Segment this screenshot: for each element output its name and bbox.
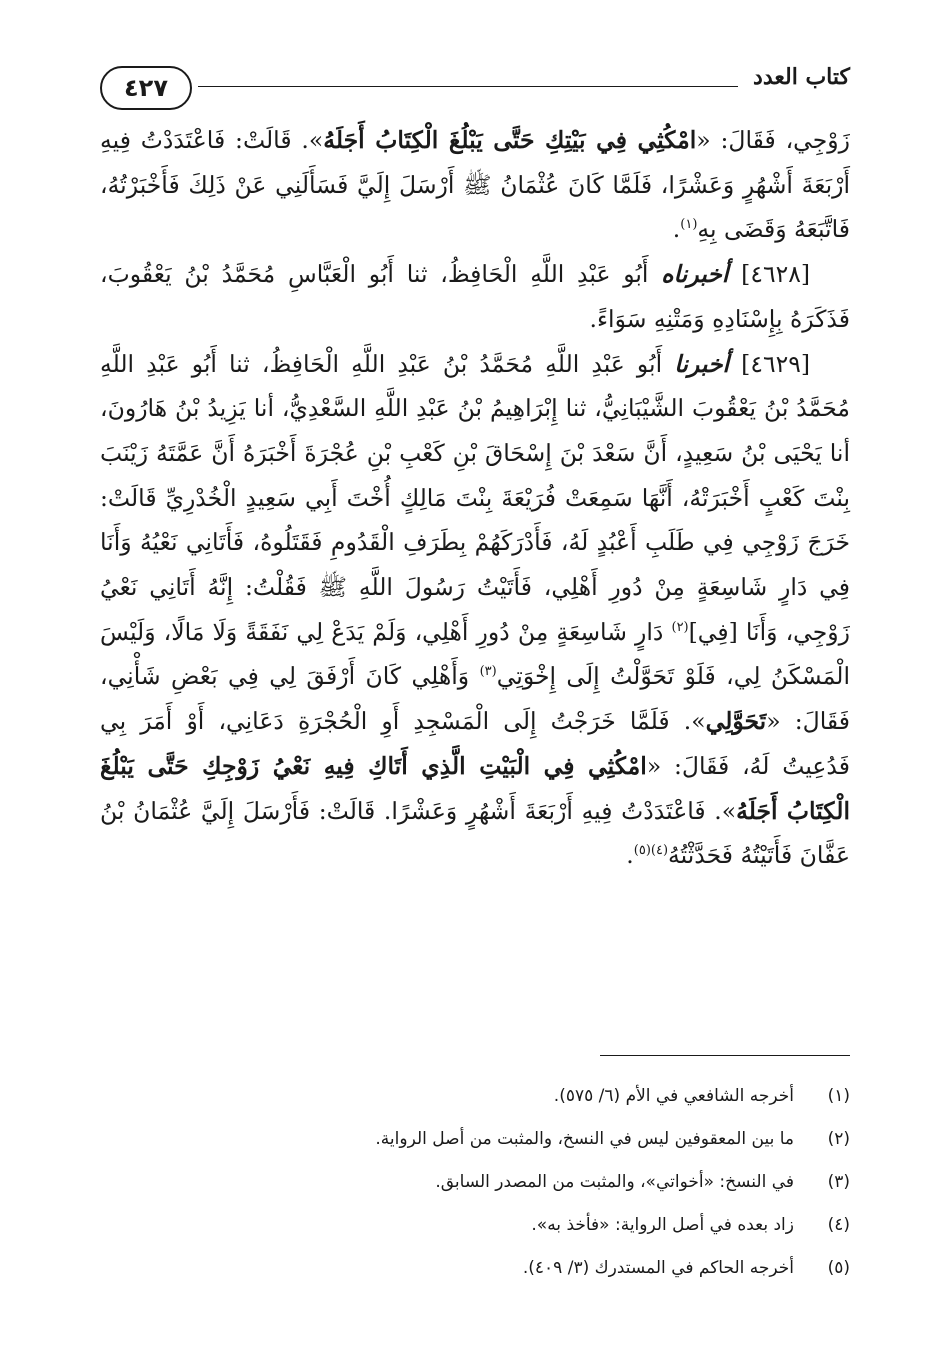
footnote-item xyxy=(100,1118,850,1161)
footnote-number: (٥) xyxy=(827,1258,850,1278)
header-rule xyxy=(198,86,738,87)
hadith-number: [٤٦٢٩] xyxy=(741,349,810,378)
paragraph-continuation xyxy=(100,118,850,252)
text-run: زَوْجِي، فَقَالَ: « xyxy=(696,126,850,154)
hadith-4628 xyxy=(100,252,850,341)
main-text xyxy=(100,118,850,878)
footnote-ref: (٣) xyxy=(479,664,497,680)
footnote-ref: (٥) xyxy=(633,843,651,859)
text-run: ». قَالَتْ: فَاعْتَدَدْتُ فِيهِ أَرْبَعَةَ أَشْهُرٍ وَعَشْرًا، فَلَمَّا كَانَ عُثْمَانُ ﷺ أَرْسَلَ إِلَيَّ فَسَأَلَنِي عَنْ ذَلِكَ فَأَخْبَرْتُهُ، فَاتَّبَعَهُ وَقَضَى بِهِ xyxy=(100,126,850,244)
footnote-text: في النسخ: «أخواتي»، والمثبت من المصدر السابق. xyxy=(435,1172,794,1192)
footnote-item xyxy=(100,1204,850,1247)
footnote-number: (٤) xyxy=(827,1215,850,1235)
page-number: ٤٢٧ xyxy=(124,74,168,102)
text-run: . xyxy=(626,841,634,870)
narration-keyword: أخبرنا xyxy=(674,349,730,378)
footnote-item xyxy=(100,1161,850,1204)
book-title: كتاب العدد xyxy=(753,64,850,90)
text-run: ». فَاعْتَدَدْتُ فِيهِ أَرْبَعَةَ أَشْهُرٍ وَعَشْرًا. قَالَتْ: فَأَرْسَلَ إِلَيَّ عُثْمَانُ بْنُ عَفَّانَ فَأَتَيْتُهُ فَحَدَّثْتُهُ xyxy=(100,796,850,870)
footnote-ref: (١) xyxy=(680,217,698,233)
text-run: دَارٍ شَاسِعَةٍ مِنْ دُورِ أَهْلِي، وَلَمْ يَدَعْ لِي نَفَقَةً وَلَا مَالًا، وَلَيْسَ الْمَسْكَنُ لِي، فَلَوْ تَحَوَّلْتُ إِلَى إِخْوَتِي xyxy=(100,617,850,691)
footnote-item xyxy=(100,1247,850,1290)
narration-keyword: أخبرناه xyxy=(661,260,729,289)
footnote-ref: (٢) xyxy=(671,619,689,635)
footnotes xyxy=(100,1075,850,1290)
text-run: أَبُو عَبْدِ اللَّهِ الْحَافِظُ، ثنا أَبُو الْعَبَّاسِ مُحَمَّدُ بْنُ يَعْقُوبَ، فَذَكَرَهُ بِإِسْنَادِهِ وَمَتْنِهِ سَوَاءً. xyxy=(100,260,850,333)
page-header xyxy=(100,60,850,110)
footnote-number: (٣) xyxy=(827,1172,850,1192)
footnote-text: ما بين المعقوفين ليس في النسخ، والمثبت من أصل الرواية. xyxy=(375,1129,794,1149)
hadith-number: [٤٦٢٨] xyxy=(741,260,810,289)
text-run: . xyxy=(672,215,681,244)
text-run: أَبُو عَبْدِ اللَّهِ مُحَمَّدُ بْنُ عَبْدِ اللَّهِ الْحَافِظُ، ثنا أَبُو عَبْدِ اللَّهِ مُحَمَّدُ بْنُ يَعْقُوبَ الشَّيْبَانِيُّ، ثنا إِبْرَاهِيمُ بْنُ عَبْدِ اللَّهِ السَّعْدِيُّ، أنا يَزِيدُ بْنُ هَارُونَ، أنا يَحْيَى بْنُ سَعِيدٍ، أَنَّ سَعْدَ بْنَ إِسْحَاقَ بْنِ كَعْبِ بْنِ عُجْرَةَ أَخْبَرَهُ أَنَّ عَمَّتَهُ زَيْنَبَ بِنْتَ كَعْبٍ أَخْبَرَتْهُ، أَنَّهَا سَمِعَتْ فُرَيْعَةَ بِنْتَ مَالِكٍ أُخْتَ أَبِي سَعِيدٍ الْخُدْرِيِّ قَالَتْ: خَرَجَ زَوْجِي فِي طَلَبِ أَعْبُدٍ لَهُ، فَأَدْرَكَهُمْ بِطَرَفِ الْقَدُومِ فَقَتَلُوهُ، فَأَتَانِي نَعْيُهُ وَأَنَا فِي دَارٍ شَاسِعَةٍ مِنْ دُورِ أَهْلِي، فَأَتَيْتُ رَسُولَ اللَّهِ ﷺ فَقُلْتُ: إِنَّهُ أَتَانِي نَعْيُ زَوْجِي، وَأَنَا [فِي] xyxy=(100,349,850,646)
footnote-item xyxy=(100,1075,850,1118)
hadith-4629 xyxy=(100,342,850,878)
prophetic-quote: تَحَوَّلِي xyxy=(705,707,767,736)
footnote-number: (٢) xyxy=(827,1129,850,1149)
prophetic-quote: امْكُثِي فِي بَيْتِكِ حَتَّى يَبْلُغَ الْكِتَابُ أَجَلَهُ xyxy=(323,126,697,154)
text-run: وَأَهْلِي كَانَ أَرْفَقَ لِي فِي بَعْضِ شَأْنِي، فَقَالَ: « xyxy=(100,662,850,736)
text-run: ». فَلَمَّا خَرَجْتُ إِلَى الْمَسْجِدِ أَوِ الْحُجْرَةِ دَعَانِي، أَوْ أَمَرَ بِي فَدُعِيتُ لَهُ، فَقَالَ: « xyxy=(100,707,850,780)
footnote-divider xyxy=(600,1055,850,1056)
footnote-number: (١) xyxy=(827,1086,850,1106)
page-number-badge xyxy=(100,66,192,110)
footnote-text: زاد بعده في أصل الرواية: «فأخذ به». xyxy=(531,1215,794,1235)
prophetic-quote: امْكُثِي فِي الْبَيْتِ الَّذِي أَتَاكِ فِيهِ نَعْيُ زَوْجِكِ حَتَّى يَبْلُغَ الْكِتَابُ أَجَلَهُ xyxy=(100,751,850,825)
footnote-text: أخرجه الشافعي في الأم (٦/ ٥٧٥). xyxy=(553,1086,794,1106)
footnote-text: أخرجه الحاكم في المستدرك (٣/ ٤٠٩). xyxy=(522,1258,794,1278)
footnote-ref: (٤) xyxy=(650,843,669,859)
